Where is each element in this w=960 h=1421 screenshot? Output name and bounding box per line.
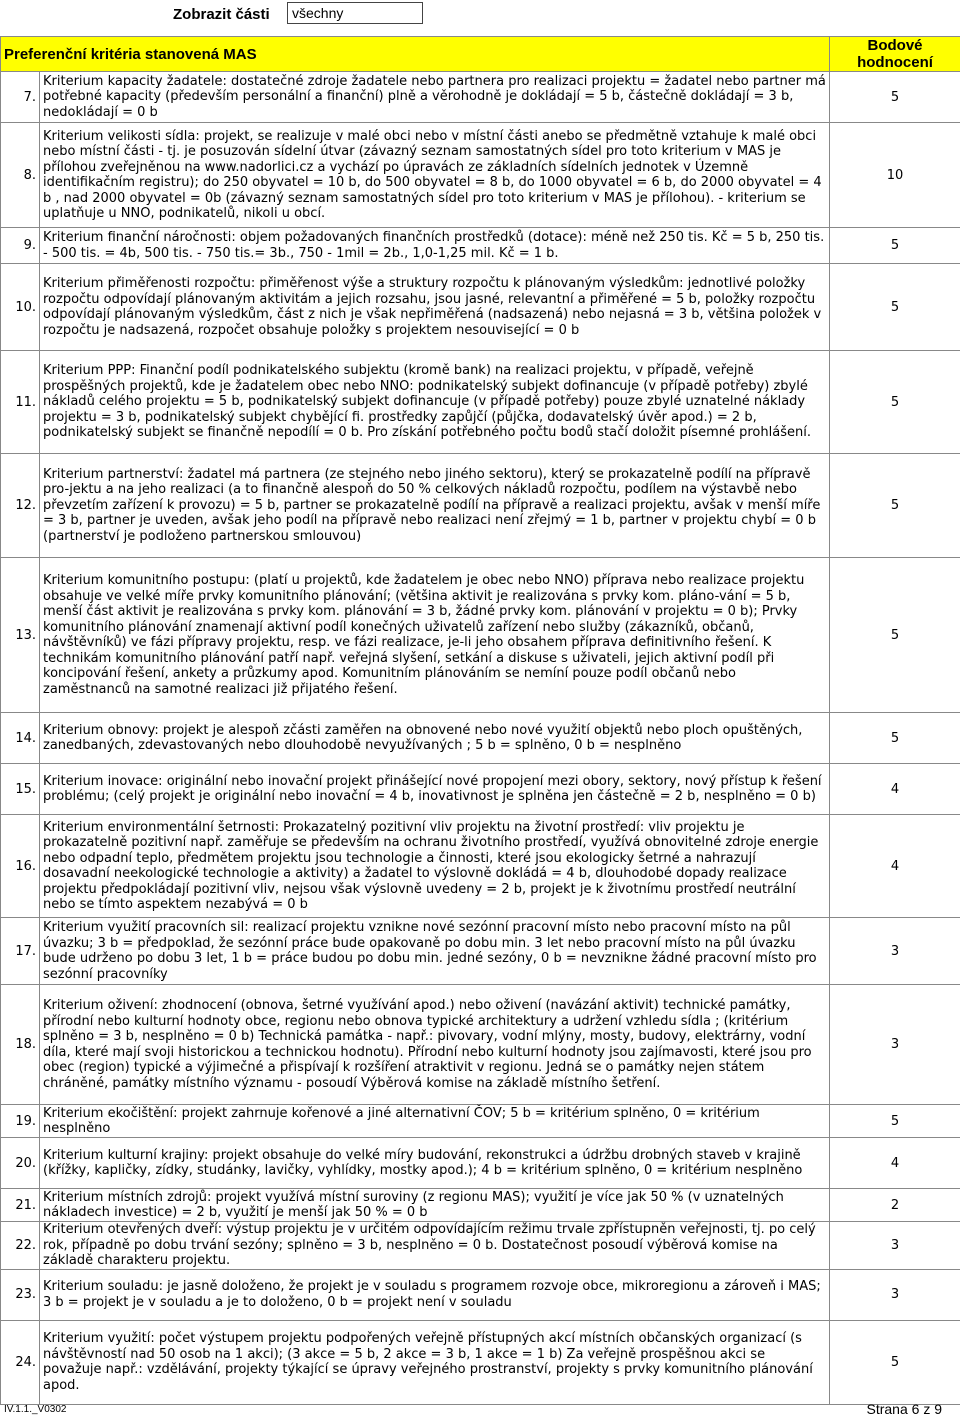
criterion-number: 8. (1, 123, 40, 228)
criterion-number: 9. (1, 228, 40, 264)
criterion-points: 3 (830, 1269, 960, 1320)
criterion-number: 17. (1, 918, 40, 985)
criterion-number: 7. (1, 72, 40, 123)
table-title: Preferenční kritéria stanovená MAS (1, 37, 830, 72)
criterion-points: 5 (830, 713, 960, 764)
criterion-number: 14. (1, 713, 40, 764)
criterion-row (1, 1269, 960, 1320)
criterion-number: 12. (1, 454, 40, 558)
criterion-row (1, 985, 960, 1105)
criterion-points: 5 (830, 228, 960, 264)
criterion-points: 5 (830, 72, 960, 123)
criterion-row (1, 351, 960, 454)
criterion-number: 20. (1, 1138, 40, 1189)
criterion-row (1, 1320, 960, 1404)
criterion-number: 13. (1, 558, 40, 713)
criterion-row (1, 264, 960, 351)
criterion-row (1, 228, 960, 264)
page-number: Strana 6 z 9 (866, 1401, 942, 1417)
criterion-points: 10 (830, 123, 960, 228)
criterion-text: Kriterium kapacity žadatele: dostatečné zdroje žadatele nebo partnera pro realizaci projektu = žadatel nebo partner má potřebné kapacity (především personální a finanční) plně a věrohodně je dokládají = 5 b, částečně dokládají = 3 b, nedokládají = 0 b (40, 72, 830, 123)
criterion-points: 4 (830, 764, 960, 815)
criterion-text: Kriterium oživení: zhodnocení (obnova, šetrné využívání apod.) nebo oživení (navázání aktivit) technické památky, přírodní nebo kulturní hodnoty obce, regionu nebo obnova typické architektury a udržení vzhledu sídla ; (kritérium splněno = 3 b, nesplněno = 0 b) Technická památka - např.: pivovary, vodní mlýny, mosty, budovy, elektrárny, vodní díla, které mají svoji historickou a technickou hodnotu). Přírodní nebo kulturní hodnoty jsou zajímavosti, které jsou pro obec (region) typické a výjimečné a přispívají k rozšíření atraktivit v regionu. Jedná se o památky nejen státem chráněné, památky místního významu - posoudí Výběrová komise na základě místního šetření. (40, 985, 830, 1105)
criterion-points: 3 (830, 1222, 960, 1270)
criterion-text: Kriterium přiměřenosti rozpočtu: přiměřenost výše a struktury rozpočtu k plánovaným výsledkům: jednotlivé položky rozpočtu odpovídají plánovaným aktivitám a jejich rozsahu, jsou jasné, relevantní a přiměřené = 5 b, položky rozpočtu odpovídají plánovaným výsledkům, část z nich je však nepřiměřená (nadsazená) nebo nejasná = 3 b, většina položek v rozpočtu je nadsazená, rozpočet obsahuje položky s projektem nesouvisející = 0 b (40, 264, 830, 351)
criterion-points: 5 (830, 351, 960, 454)
criterion-number: 21. (1, 1189, 40, 1222)
criterion-text: Kriterium komunitního postupu: (platí u projektů, kde žadatelem je obec nebo NNO) příprava nebo realizace projektu obsahuje ve velké míře prvky komunitního plánování; (většina aktivit je realizována s prvky kom. pláno-vání = 5 b, menší část aktivit je realizována s prvky kom. plánování = 3 b, žádné prvky kom. plánování v projektu = 0 b); Prvky komunitního plánování znamenají aktivní podíl konečných uživatelů zařízení nebo služby (zákazníků, občanů, návštěvníků) ve fázi přípravy projektu, resp. ve fázi realizace, je-li jeho obsahem příprava definitivního řešení. K technikám komunitního plánování patří např. veřejná slyšení, setkání a diskuse s uživateli, jejich aktivní podíl při koncipování řešení, ankety a průzkumy apod. Komunitním plánováním se nemíní pouze podíl občanů nebo zaměstnanců na samotné realizaci již přijatého řešení. (40, 558, 830, 713)
criterion-text: Kriterium kulturní krajiny: projekt obsahuje do velké míry budování, rekonstrukci a údržbu drobných staveb v krajině (křížky, kapličky, zídky, studánky, lavičky, vyhlídky, mostky apod.); 4 b = kritérium splněno, 0 = kritérium nesplněno (40, 1138, 830, 1189)
show-parts-label: Zobrazit části (173, 6, 270, 23)
criterion-number: 15. (1, 764, 40, 815)
criterion-number: 11. (1, 351, 40, 454)
criterion-text: Kriterium využití pracovních sil: realizací projektu vznikne nové sezónní pracovní místo nebo pracovní místo na půl úvazku; 3 b = předpoklad, že sezónní práce bude opakovaně po dobu min. 3 let nebo pracovní místo na půl úvazku bude udrženo po dobu 3 let, 1 b = práce budou po dobu min. jedné sezóny, 0 b = nevznikne žádné pracovní místo pro sezónní pracovníky (40, 918, 830, 985)
criterion-number: 16. (1, 815, 40, 918)
criterion-number: 24. (1, 1320, 40, 1404)
criterion-text: Kriterium environmentální šetrnosti: Prokazatelný pozitivní vliv projektu na životní prostředí: vliv projektu je prokazatelně pozitivní např. zaměřuje se především na ochranu životního prostředí, využívá obnovitelné zdroje energie nebo odpadní teplo, předmětem projektu jsou technologie a činnosti, které jsou ekologicky šetrné a nahrazují dosavadní neekologické technologie a aktivity) a žadatel to výslovně dokládá = 4 b, dlouhodobé dopady realizace projektu předpokládají pozitivní vliv, nejsou však výslovně uvedeny = 2 b, projekt je k životnímu prostředí neutrální nebo se tímto aspektem nezabývá = 0 b (40, 815, 830, 918)
criterion-row (1, 1105, 960, 1138)
criterion-text: Kriterium místních zdrojů: projekt využívá místní suroviny (z regionu MAS); využití je více jak 50 % (v uznatelných nákladech investice) = 2 b, využití je menší jak 50 % = 0 b (40, 1189, 830, 1222)
document-code: IV.1.1._V0302 (4, 1404, 67, 1415)
criteria-table (0, 36, 960, 1405)
criterion-row (1, 454, 960, 558)
criterion-points: 4 (830, 1138, 960, 1189)
criterion-row (1, 1222, 960, 1270)
table-header-row (1, 37, 960, 72)
criterion-text: Kriterium využití: počet výstupem projektu podpořených veřejně přístupných akcí místních občanských organizací (s návštěvností nad 50 osob na 1 akci); (3 akce = 5 b, 2 akce = 3 b, 1 akce = 1 b) Za veřejně prospěšnou akci se považuje např.: vzdělávání, projekty týkající se úpravy veřejného prostranství, projekty s prvky komunitního plánování apod. (40, 1320, 830, 1404)
criterion-number: 10. (1, 264, 40, 351)
criterion-number: 19. (1, 1105, 40, 1138)
criterion-row (1, 123, 960, 228)
criterion-number: 18. (1, 985, 40, 1105)
criterion-row (1, 558, 960, 713)
criterion-text: Kriterium PPP: Finanční podíl podnikatelského subjektu (kromě bank) na realizaci projektu, v případě, veřejně prospěšných projektů, kde je žadatelem obec nebo NNO: podnikatelský subjekt dofinancuje (v případě potřeby) zbylé nákladů celého projektu = 5 b, podnikatelský subjekt dofinancuje (v případě potřeby) pouze zbylé uznatelné náklady projektu = 3 b, podnikatelský subjekt chybějící fi. prostředky zapůjčí (půjčka, dodavatelský úvěr apod.) = 2 b, podnikatelský subjekt se finančně nepodílí = 0 b. Pro získání potřebného počtu bodů stačí doložit písemné prohlášení. (40, 351, 830, 454)
show-parts-select[interactable]: všechny (287, 2, 423, 24)
criterion-text: Kriterium inovace: originální nebo inovační projekt přinášející nové propojení mezi obory, sektory, nový přístup k řešení problému; (celý projekt je originální nebo inovační = 4 b, inovativnost je splněna jen částečně = 2 b, nesplněno = 0 b) (40, 764, 830, 815)
criterion-row (1, 713, 960, 764)
criterion-points: 4 (830, 815, 960, 918)
criterion-text: Kriterium partnerství: žadatel má partnera (ze stejného nebo jiného sektoru), který se prokazatelně podílí na přípravě pro-jektu a na jeho realizaci (a to finančně alespoň do 50 % celkových nákladů rozpočtu, podílem na výstavbě nebo převzetím zařízení k provozu) = 5 b, partner se prokazatelně podílí na přípravě a realizaci projektu, avšak v menší míře = 3 b, partner je uveden, avšak jeho podíl na přípravě nebo realizaci není zřejmý = 1 b, partner v projektu chybí = 0 b (partnerství je podloženo partnerskou smlouvou) (40, 454, 830, 558)
criterion-points: 5 (830, 264, 960, 351)
criterion-points: 2 (830, 1189, 960, 1222)
criterion-text: Kriterium souladu: je jasně doloženo, že projekt je v souladu s programem rozvoje obce, mikroregionu a zároveň i MAS; 3 b = projekt je v souladu a je to doloženo, 0 b = projekt není v souladu (40, 1269, 830, 1320)
criteria-body (1, 72, 960, 1405)
criterion-row (1, 815, 960, 918)
criterion-row (1, 764, 960, 815)
criterion-points: 3 (830, 985, 960, 1105)
criterion-text: Kriterium otevřených dveří: výstup projektu je v určitém odpovídajícím režimu trvale zpřístupněn veřejnosti, tj. po celý rok, případně po dobu trvání sezóny; splněno = 3 b, nesplněno = 0 b. Dostatečnost posoudí výběrová komise na základě charakteru projektu. (40, 1222, 830, 1270)
criterion-points: 5 (830, 1320, 960, 1404)
score-header: Bodové hodnocení (830, 37, 960, 72)
criterion-points: 5 (830, 1105, 960, 1138)
criterion-row (1, 918, 960, 985)
criterion-points: 5 (830, 454, 960, 558)
criterion-text: Kriterium obnovy: projekt je alespoň zčásti zaměřen na obnovené nebo nové využití objektů nebo ploch opuštěných, zanedbaných, zdevastovaných nebo dlouhodobě nevyužívaných ; 5 b = splněno, 0 b = nesplněno (40, 713, 830, 764)
criterion-text: Kriterium finanční náročnosti: objem požadovaných finančních prostředků (dotace): méně než 250 tis. Kč = 5 b, 250 tis. - 500 tis. = 4b, 500 tis. - 750 tis.= 3b., 750 - 1mil = 2b., 1,0-1,25 mil. Kč = 1 b. (40, 228, 830, 264)
criterion-text: Kriterium ekočištění: projekt zahrnuje kořenové a jiné alternativní ČOV; 5 b = kritérium splněno, 0 = kritérium nesplněno (40, 1105, 830, 1138)
criterion-row (1, 1138, 960, 1189)
criterion-row (1, 1189, 960, 1222)
criterion-points: 3 (830, 918, 960, 985)
criterion-number: 23. (1, 1269, 40, 1320)
criterion-row (1, 72, 960, 123)
criterion-number: 22. (1, 1222, 40, 1270)
filter-bar (0, 0, 960, 36)
criterion-points: 5 (830, 558, 960, 713)
criterion-text: Kriterium velikosti sídla: projekt, se realizuje v malé obci nebo v místní části anebo se předmětně vztahuje k malé obci nebo místní části - tj. je posuzován sídelní útvar (závazný seznam samostatných sídel pro toto kriterium v MAS je přílohou zveřejněnou na www.nadorlici.cz a vychází po úpravách ze základních sídelních jednotek v Územně identifikačním registru); do 250 obyvatel = 10 b, do 500 obyvatel = 8 b, do 1000 obyvatel = 6 b, do 2000 obyvatel = 4 b , nad 2000 obyvatel = 0b (závazný seznam samostatných sídel pro toto kriterium v MAS je přílohou). - kriterium se uplatňuje u NNO, podnikatelů, nikoli u obcí. (40, 123, 830, 228)
